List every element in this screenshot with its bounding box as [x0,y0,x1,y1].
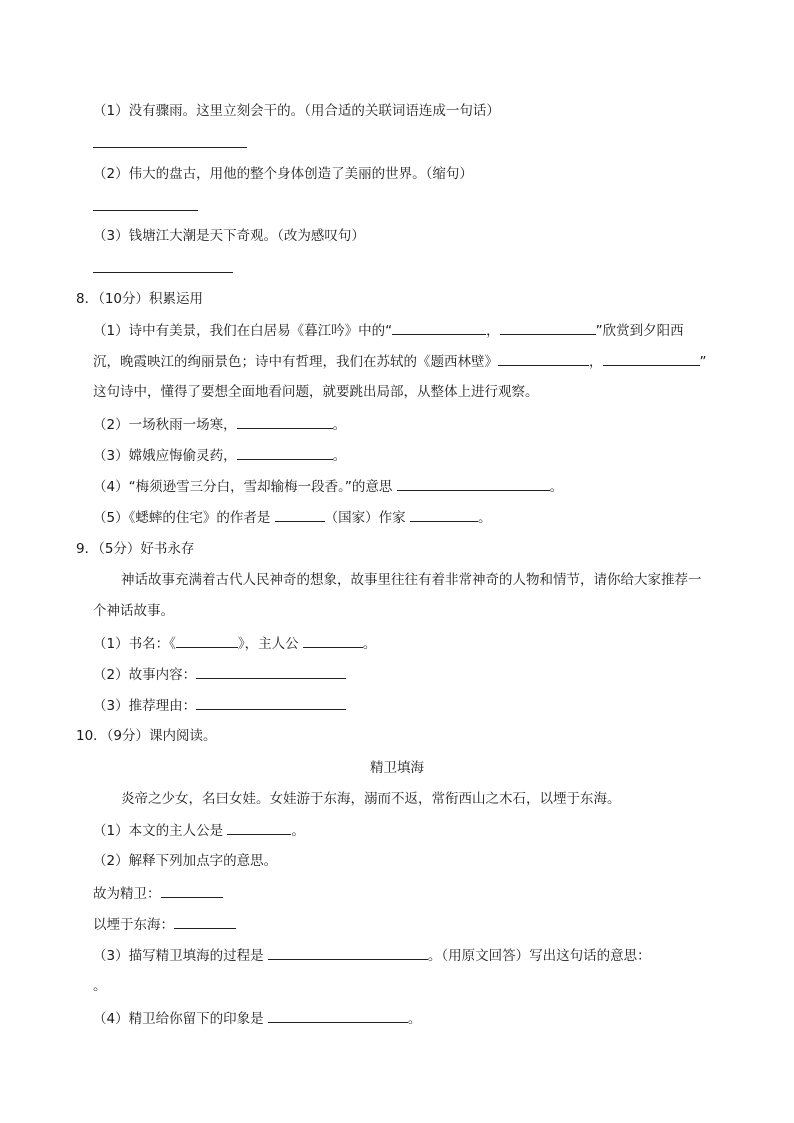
q7-item-1: （1）没有骤雨。这里立刻会干的。（用合适的关联词语连成一句话） [93,103,500,119]
q10-blank-4[interactable] [268,1009,408,1023]
q8-item-1-text-b: ”欣赏到夕阳西 [595,323,684,339]
q9-item-1-text-a: （1）书名：《 [93,636,176,652]
q10-item-2: （2）解释下列加点字的意思。 [93,853,278,869]
q8-item-5-text-b: （国家）作家 [324,510,406,526]
q8-item-5 [93,508,491,527]
q8-header: 8．（10分）积累运用 [76,291,204,307]
q9-content-blank[interactable] [196,665,346,679]
q8-item-1-line-1 [93,321,684,340]
q10-blank-3[interactable] [268,946,428,960]
q10-word-2-blank[interactable] [174,915,236,929]
q8-period-4: 。 [549,479,564,495]
q8-item-2-text: （2）一场秋雨一场寒， [93,417,237,433]
q9-paragraph-line-2: 个神话故事。 [93,603,174,619]
q8-item-1-text-c: 沉，晚霞映江的绚丽景色；诗中有哲理，我们在苏轼的《题西林壁》 [93,354,498,370]
q8-blank-9[interactable] [410,508,478,522]
q10-blank-1[interactable] [227,821,291,835]
q9-protagonist-blank[interactable] [303,634,363,648]
q10-item-3-text-a: （3）描写精卫填海的过程是 [93,948,264,964]
q8-comma-2: ， [589,354,603,370]
q9-header: 9．（5分）好书永存 [76,541,195,557]
q8-period-3: 。 [332,448,347,464]
q8-item-1-text-a: （1）诗中有美景，我们在白居易《暮江吟》中的“ [93,323,393,339]
q9-item-2 [93,665,346,684]
q8-item-4 [93,477,563,496]
q8-blank-4[interactable] [603,352,700,366]
q8-period-5: 。 [477,510,492,526]
q10-word-2-text: 以堙于东海： [93,917,174,933]
q10-item-4 [93,1009,421,1028]
q9-item-1-text-b: 》，主人公 [237,636,299,652]
q7-answer-line-3[interactable] [93,272,233,273]
q10-item-1-text: （1）本文的主人公是 [93,823,224,839]
q8-item-4-text: （4）“梅须逊雪三分白，雪却输梅一段香。”的意思 [93,479,393,495]
q8-item-1-line-2 [93,352,707,371]
q9-item-1 [93,634,376,653]
q9-item-3-text: （3）推荐理由： [93,698,197,714]
q10-item-4-text: （4）精卫给你留下的印象是 [93,1011,264,1027]
q10-word-1-text: 故为精卫： [93,886,161,902]
q7-item-2: （2）伟大的盘古，用他的整个身体创造了美丽的世界。（缩句） [93,166,473,182]
q10-word-2 [93,915,236,934]
q8-blank-1[interactable] [392,321,486,335]
q7-item-3: （3）钱塘江大潮是天下奇观。（改为感叹句） [93,228,365,244]
passage-text: 炎帝之少女，名曰女娃。女娃游于东海，溺而不返，常衔西山之木石，以堙于东海。 [121,791,621,807]
q9-paragraph-line-1: 神话故事充满着古代人民神奇的想象，故事里往往有着非常神奇的人物和情节，请你给大家推荐一 [121,572,702,588]
q8-item-5-text-a: （5）《蟋蟀的住宅》的作者是 [93,510,271,526]
q9-reason-blank[interactable] [196,696,346,710]
q9-item-2-text: （2）故事内容： [93,667,197,683]
q8-quote-close: ” [699,354,707,370]
q8-period-2: 。 [332,417,347,433]
q8-item-2 [93,415,346,434]
q7-answer-line-2[interactable] [93,210,198,211]
q8-blank-6[interactable] [237,446,333,460]
q10-period-1: 。 [291,823,305,839]
q7-answer-line-1[interactable] [93,147,247,148]
q8-blank-5[interactable] [237,415,333,429]
q8-item-1-line-3: 这句诗中，懂得了要想全面地看问题，就要跳出局部，从整体上进行观察。 [93,384,539,400]
q10-word-1-blank[interactable] [161,884,223,898]
q10-item-3-end: 。 [93,978,107,994]
q8-blank-2[interactable] [500,321,596,335]
q9-item-3 [93,696,346,715]
q8-blank-8[interactable] [275,508,325,522]
q8-item-3 [93,446,346,465]
q10-header: 10．（9分）课内阅读。 [76,728,217,744]
q10-word-1 [93,884,223,903]
q10-item-3 [93,946,651,965]
passage-title: 精卫填海 [370,760,424,776]
q10-period-4: 。 [407,1011,422,1027]
q8-blank-7[interactable] [397,477,550,491]
q10-item-1 [93,821,305,840]
q9-book-title-blank[interactable] [176,634,238,648]
q9-period-1: 。 [362,636,377,652]
q8-blank-3[interactable] [498,352,589,366]
q10-item-3-text-b: 。（用原文回答）写出这句话的意思： [427,948,651,964]
q8-comma-1: ， [486,323,500,339]
q8-item-3-text: （3）嫦娥应悔偷灵药， [93,448,237,464]
